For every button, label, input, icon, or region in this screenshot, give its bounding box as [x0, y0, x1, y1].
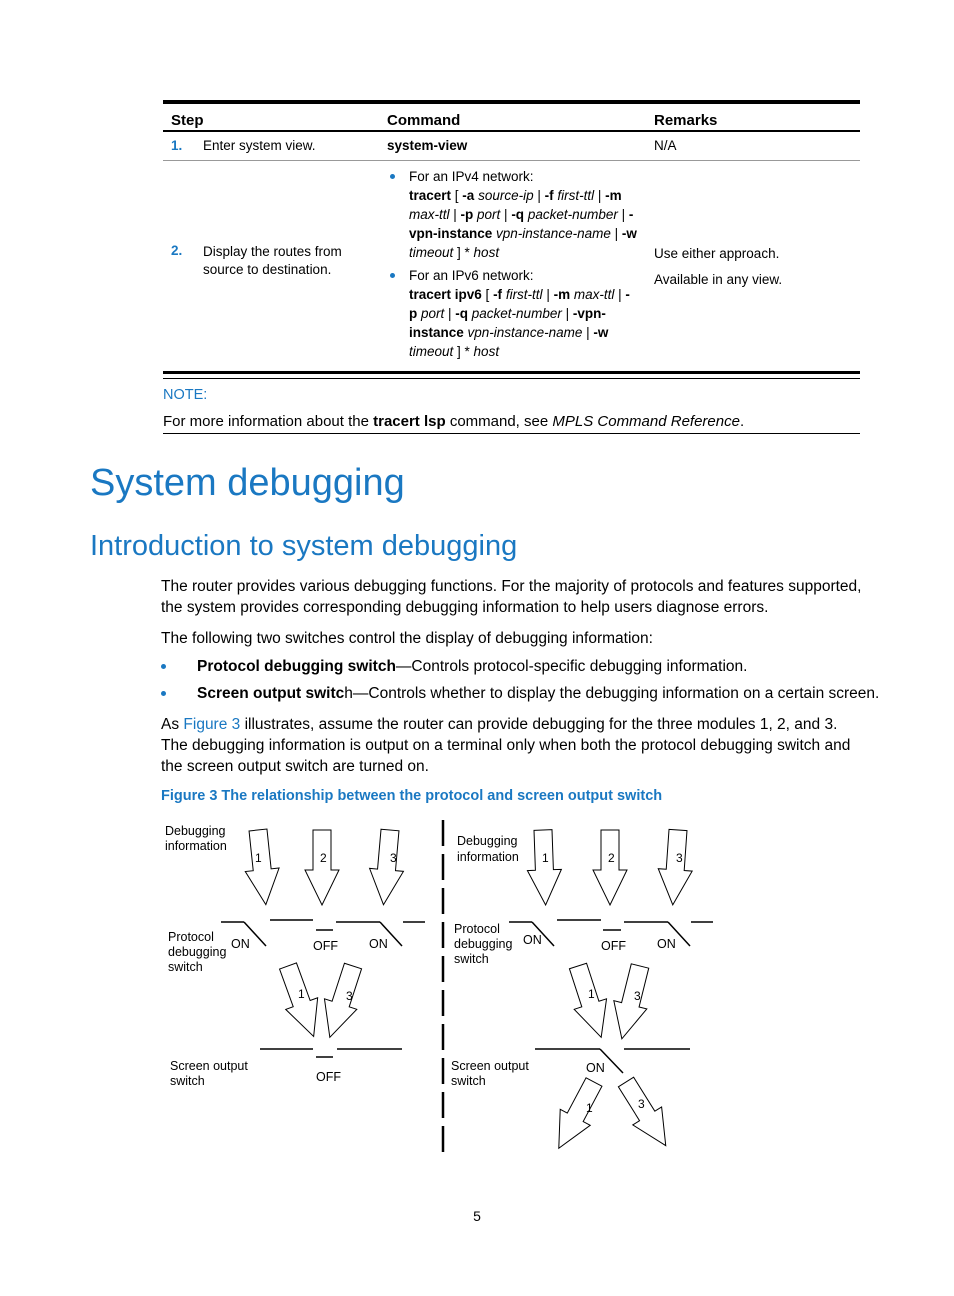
header-step: Step: [163, 102, 379, 131]
debug-arrow-2: [593, 830, 627, 905]
protocol-state-3: ON: [369, 937, 388, 951]
command-item-ipv6: [409, 266, 638, 361]
syntax-param: port: [417, 306, 449, 321]
syntax-symbol: |: [546, 287, 554, 302]
screen-label-line1: Screen output: [170, 1059, 248, 1073]
syntax-symbol: ] *: [457, 245, 474, 260]
syntax-symbol: |: [448, 306, 456, 321]
passed-arrow-3: [605, 962, 656, 1043]
step-text: Enter system view.: [203, 138, 316, 153]
note-text-middle: command, see: [445, 413, 553, 430]
page-number: 5: [473, 1208, 481, 1224]
ipv4-label: For an IPv4 network:: [409, 169, 534, 184]
bullet-bold: Screen output switc: [197, 685, 345, 702]
table-row: [163, 131, 860, 161]
syntax-symbol: |: [614, 226, 622, 241]
passed-number-1: 1: [588, 987, 595, 1001]
syntax-keyword: -q: [511, 207, 525, 222]
debug-arrow-3: [367, 829, 407, 907]
protocol-state-3: ON: [657, 937, 676, 951]
syntax-param: packet-number: [524, 207, 622, 222]
module-number-2: 2: [320, 851, 327, 865]
syntax-symbol: |: [618, 287, 626, 302]
remarks-line-2: Available in any view.: [654, 272, 783, 287]
bullet-text: [197, 683, 879, 704]
syntax-param: packet-number: [468, 306, 566, 321]
note-command: tracert lsp: [373, 413, 446, 430]
syntax-symbol: |: [537, 188, 545, 203]
debugging-switch-figure: [0, 815, 954, 1165]
syntax-param: vpn-instance-name: [463, 325, 587, 340]
paragraph-intro: The router provides various debugging functions. For the majority of protocols and features supported, the system provides corresponding debugging information to help users diagnose errors.: [161, 578, 862, 616]
step-number: 1.: [171, 138, 183, 153]
remarks-cell: [646, 161, 860, 373]
passed-arrow-1: [272, 960, 330, 1042]
syntax-keyword: -q: [455, 306, 469, 321]
bullet-bold: Protocol debugging switch: [197, 658, 396, 675]
debug-arrow-3: [656, 829, 695, 906]
bullet-rest: —Controls protocol-specific debugging information.: [395, 658, 748, 675]
syntax-symbol: [: [481, 287, 494, 302]
debug-arrow-1: [241, 828, 283, 906]
output-arrow-1: [544, 1074, 609, 1156]
debug-label-line2: information: [457, 850, 519, 864]
protocol-label-line3: switch: [168, 960, 203, 974]
debug-label-line1: Debugging: [165, 824, 226, 838]
screen-label-line2: switch: [451, 1074, 486, 1088]
syntax-keyword: -f: [544, 188, 554, 203]
syntax-keyword: -p: [409, 287, 630, 321]
module-number-1: 1: [255, 851, 262, 865]
module-number-3: 3: [676, 851, 683, 865]
bullet-text: [197, 656, 747, 677]
bullet-rest: h—Controls whether to display the debugging information on a certain screen.: [344, 685, 880, 702]
note-box: [163, 378, 860, 434]
protocol-label-line3: switch: [454, 952, 489, 966]
syntax-keyword: -a: [462, 188, 475, 203]
module-number-1: 1: [542, 851, 549, 865]
debug-arrow-2: [305, 830, 339, 905]
syntax-param: max-ttl: [570, 287, 619, 302]
syntax-keyword: -p: [460, 207, 474, 222]
passed-arrow-1: [562, 961, 618, 1043]
para-before: As: [161, 716, 184, 733]
syntax-keyword: -vpn-instance: [409, 207, 634, 241]
syntax-param: max-ttl: [409, 207, 454, 222]
protocol-label-line1: Protocol: [454, 922, 500, 936]
step-number: 2.: [171, 243, 183, 258]
passed-number-3: 3: [634, 989, 641, 1003]
syntax-param: port: [473, 207, 505, 222]
figure-caption: Figure 3 The relationship between the protocol and screen output switch: [161, 788, 663, 804]
syntax-param: timeout: [409, 245, 458, 260]
protocol-state-1: ON: [231, 937, 250, 951]
syntax-keyword: tracert: [409, 188, 452, 203]
debug-label-line1: Debugging: [457, 834, 518, 848]
figure-link[interactable]: Figure 3: [183, 716, 241, 733]
syntax-keyword: -m: [553, 287, 571, 302]
ipv6-syntax: [409, 285, 638, 361]
output-number-1: 1: [586, 1101, 593, 1115]
syntax-symbol: |: [597, 188, 606, 203]
note-text: [163, 413, 744, 430]
note-text-before: For more information about the: [163, 413, 374, 430]
syntax-keyword: -w: [621, 226, 637, 241]
passed-number-1: 1: [298, 987, 305, 1001]
command-cell: [379, 161, 646, 373]
module-number-2: 2: [608, 851, 615, 865]
ipv4-syntax: [409, 186, 638, 262]
output-arrow-3: [612, 1073, 681, 1155]
syntax-param: timeout: [409, 344, 458, 359]
syntax-keyword: -vpn-instance: [409, 306, 606, 340]
protocol-label-line1: Protocol: [168, 930, 214, 944]
bullet-dot: [161, 691, 166, 696]
ipv6-label: For an IPv6 network:: [409, 268, 534, 283]
protocol-state-1: ON: [523, 933, 542, 947]
syntax-symbol: |: [565, 306, 573, 321]
command-item-ipv4: [409, 167, 638, 262]
passed-number-3: 3: [346, 989, 353, 1003]
command-text: system-view: [387, 138, 468, 153]
table-row: [163, 161, 860, 373]
note-reference: MPLS Command Reference: [552, 413, 740, 430]
debug-arrow-1: [526, 829, 563, 905]
protocol-label-line2: debugging: [454, 937, 513, 951]
output-number-3: 3: [638, 1097, 645, 1111]
passed-arrow-3: [314, 961, 370, 1043]
syntax-param: first-ttl: [553, 188, 598, 203]
command-cell: [379, 131, 646, 161]
step-cell: [163, 161, 379, 373]
command-list: [387, 167, 638, 361]
table-header-row: [163, 102, 860, 131]
remarks-line-1: Use either approach.: [654, 246, 780, 261]
debug-label-line2: information: [165, 839, 227, 853]
syntax-param: vpn-instance-name: [492, 226, 615, 241]
step-text: Display the routes from source to destination.: [203, 244, 342, 277]
para-after: illustrates, assume the router can provide debugging for the three modules 1, 2, and 3. The debugging information is output on a terminal only when both the protocol debugging switch and the screen output switch are turned on.: [161, 716, 851, 775]
protocol-state-2: OFF: [601, 939, 626, 953]
protocol-label-line2: debugging: [168, 945, 227, 959]
command-table: [163, 100, 860, 374]
screen-label-line1: Screen output: [451, 1059, 529, 1073]
screen-label-line2: switch: [170, 1074, 205, 1088]
heading-system-debugging: System debugging: [90, 462, 405, 504]
step-cell: [163, 131, 379, 161]
syntax-symbol: |: [586, 325, 594, 340]
header-remarks: Remarks: [646, 102, 860, 131]
syntax-keyword: -m: [605, 188, 622, 203]
syntax-param: first-ttl: [502, 287, 547, 302]
syntax-symbol: [: [451, 188, 463, 203]
left-panel: [165, 824, 425, 1088]
paragraph-switches: The following two switches control the display of debugging information:: [161, 630, 653, 647]
header-command: Command: [379, 102, 646, 131]
syntax-symbol: |: [504, 207, 512, 222]
syntax-symbol: |: [621, 207, 629, 222]
syntax-symbol: ] *: [457, 344, 474, 359]
right-panel: [451, 829, 713, 1156]
syntax-keyword: -f: [493, 287, 503, 302]
syntax-param: host: [473, 344, 500, 359]
screen-state: OFF: [316, 1070, 341, 1084]
bullet-dot: [161, 664, 166, 669]
remarks-cell: N/A: [646, 131, 860, 161]
protocol-state-2: OFF: [313, 939, 338, 953]
screen-state: ON: [586, 1061, 605, 1075]
syntax-keyword: tracert ipv6: [409, 287, 482, 302]
syntax-symbol: |: [453, 207, 461, 222]
syntax-param: host: [473, 245, 500, 260]
syntax-param: source-ip: [474, 188, 538, 203]
note-text-after: .: [739, 413, 745, 430]
note-title: NOTE:: [163, 387, 208, 403]
module-number-3: 3: [390, 851, 397, 865]
syntax-keyword: -w: [593, 325, 609, 340]
heading-introduction: Introduction to system debugging: [90, 530, 518, 562]
paragraph-figure-ref: [161, 714, 866, 777]
